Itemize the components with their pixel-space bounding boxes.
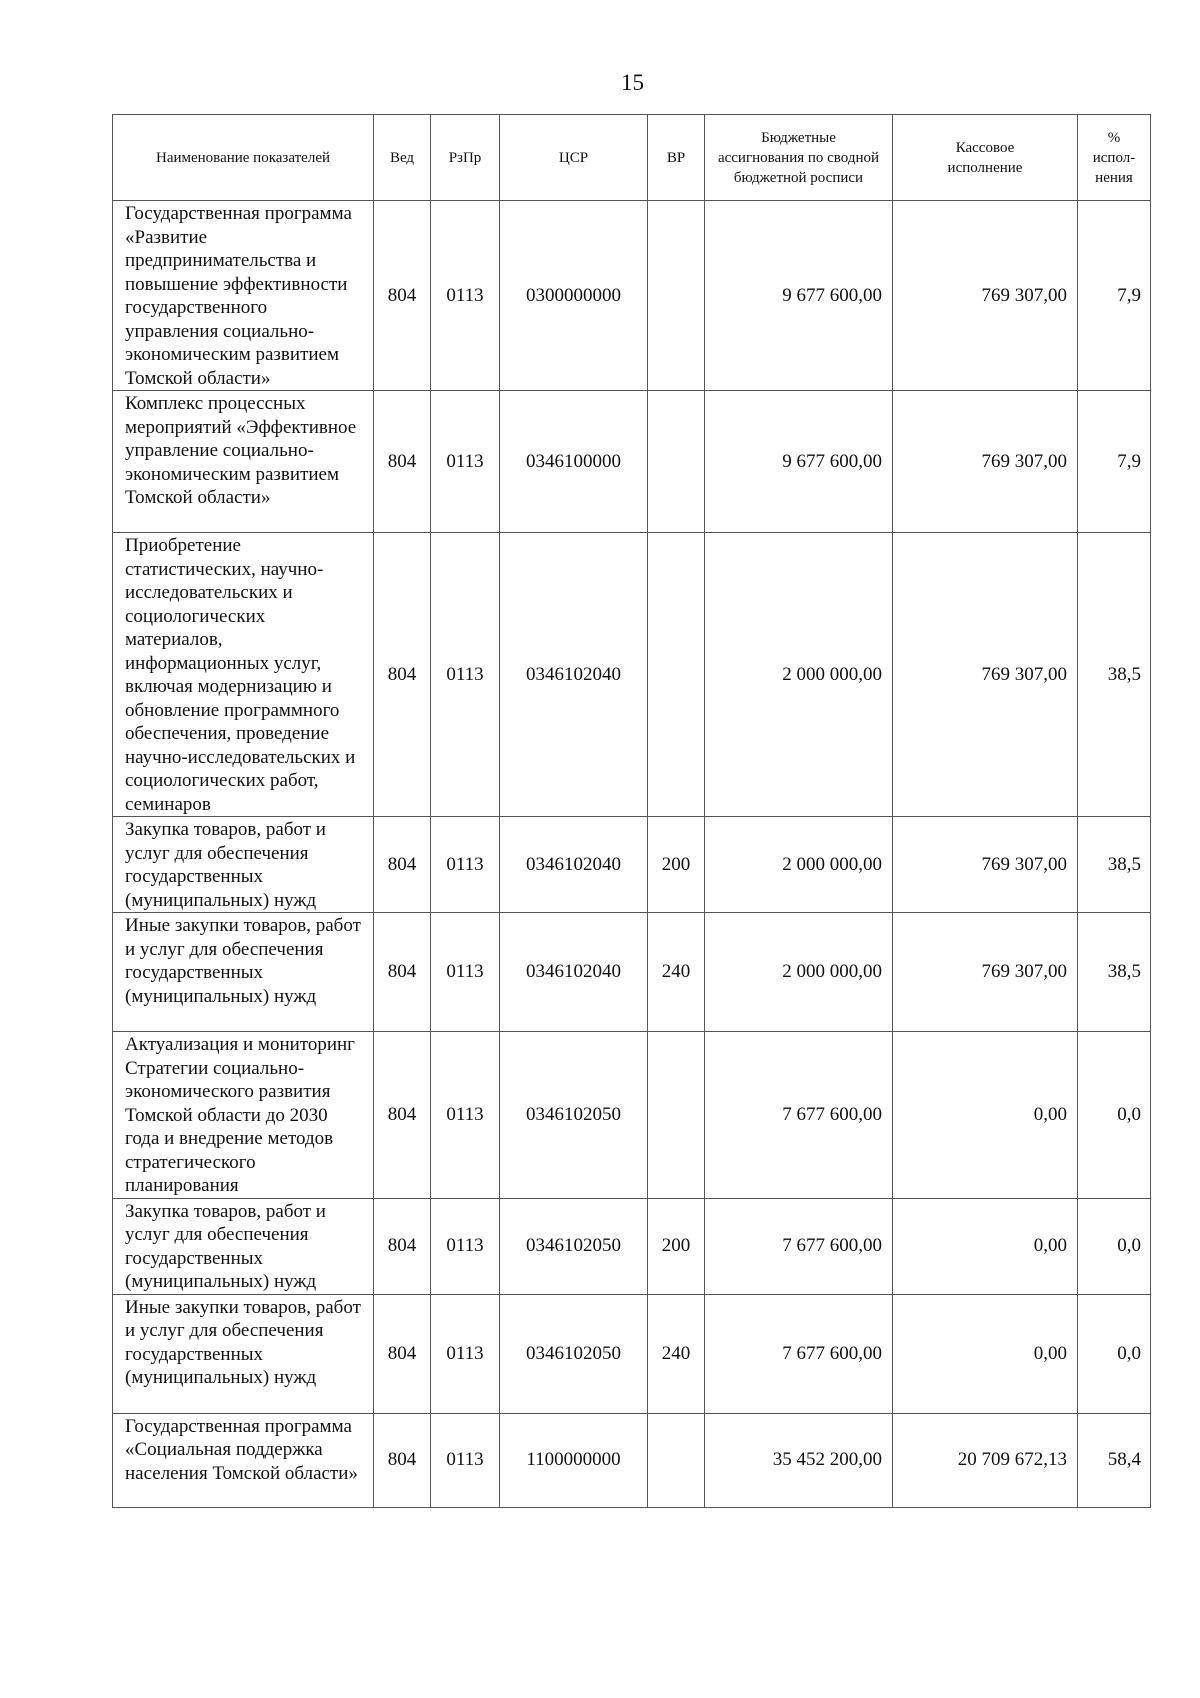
row-csr: 0346102050	[500, 1032, 648, 1199]
row-ved: 804	[374, 1294, 431, 1413]
row-allocations: 7 677 600,00	[705, 1198, 893, 1294]
row-name: Государственная программа «Социальная поддержка населения Томской области»	[113, 1413, 374, 1507]
row-cash-execution: 769 307,00	[893, 817, 1078, 913]
row-cash-execution: 0,00	[893, 1032, 1078, 1199]
row-csr: 0346102040	[500, 913, 648, 1032]
page-number: 15	[621, 70, 644, 95]
row-rzpr: 0113	[431, 1198, 500, 1294]
header-percent: % испол-нения	[1078, 115, 1151, 201]
row-rzpr: 0113	[431, 817, 500, 913]
row-rzpr: 0113	[431, 913, 500, 1032]
table-row	[113, 533, 1151, 817]
header-csr: ЦСР	[500, 115, 648, 201]
row-percent: 7,9	[1078, 391, 1151, 533]
table-row	[113, 201, 1151, 391]
table-header-row	[113, 115, 1151, 201]
row-rzpr: 0113	[431, 1294, 500, 1413]
table-row	[113, 913, 1151, 1032]
row-percent: 0,0	[1078, 1198, 1151, 1294]
row-vr	[648, 533, 705, 817]
row-percent: 7,9	[1078, 201, 1151, 391]
row-percent: 58,4	[1078, 1413, 1151, 1507]
row-name: Государственная программа «Развитие предпринимательства и повышение эффективности государственного управления социально-экономическим развитием Томской области»	[113, 201, 374, 391]
row-rzpr: 0113	[431, 533, 500, 817]
row-cash-execution: 0,00	[893, 1294, 1078, 1413]
table-row	[113, 817, 1151, 913]
row-vr: 200	[648, 1198, 705, 1294]
row-cash-execution: 0,00	[893, 1198, 1078, 1294]
row-ved: 804	[374, 1413, 431, 1507]
row-ved: 804	[374, 1032, 431, 1199]
row-cash-execution: 769 307,00	[893, 201, 1078, 391]
row-allocations: 7 677 600,00	[705, 1032, 893, 1199]
row-csr: 0346102040	[500, 533, 648, 817]
header-cash-execution: Кассовое исполнение	[893, 115, 1078, 201]
row-csr: 0346102040	[500, 817, 648, 913]
row-allocations: 35 452 200,00	[705, 1413, 893, 1507]
row-name: Закупка товаров, работ и услуг для обеспечения государственных (муниципальных) нужд	[113, 817, 374, 913]
row-ved: 804	[374, 391, 431, 533]
header-rzpr: РзПр	[431, 115, 500, 201]
header-vr: ВР	[648, 115, 705, 201]
table-row	[113, 1198, 1151, 1294]
row-vr: 200	[648, 817, 705, 913]
row-name: Иные закупки товаров, работ и услуг для обеспечения государственных (муниципальных) нужд	[113, 913, 374, 1032]
budget-execution-table	[112, 114, 1151, 1508]
row-name: Закупка товаров, работ и услуг для обеспечения государственных (муниципальных) нужд	[113, 1198, 374, 1294]
table-row	[113, 1032, 1151, 1199]
row-csr: 0346102050	[500, 1294, 648, 1413]
row-rzpr: 0113	[431, 1413, 500, 1507]
row-vr: 240	[648, 1294, 705, 1413]
row-rzpr: 0113	[431, 391, 500, 533]
row-ved: 804	[374, 1198, 431, 1294]
row-percent: 38,5	[1078, 533, 1151, 817]
table-row	[113, 391, 1151, 533]
row-allocations: 7 677 600,00	[705, 1294, 893, 1413]
header-name: Наименование показателей	[113, 115, 374, 201]
row-cash-execution: 769 307,00	[893, 913, 1078, 1032]
row-cash-execution: 769 307,00	[893, 391, 1078, 533]
row-csr: 0300000000	[500, 201, 648, 391]
row-percent: 0,0	[1078, 1032, 1151, 1199]
row-vr	[648, 391, 705, 533]
row-rzpr: 0113	[431, 1032, 500, 1199]
row-percent: 38,5	[1078, 817, 1151, 913]
row-ved: 804	[374, 201, 431, 391]
row-vr: 240	[648, 913, 705, 1032]
row-percent: 0,0	[1078, 1294, 1151, 1413]
row-vr	[648, 201, 705, 391]
row-name: Актуализация и мониторинг Стратегии социально-экономического развития Томской области до 2030 года и внедрение методов стратегического планирования	[113, 1032, 374, 1199]
row-ved: 804	[374, 533, 431, 817]
row-percent: 38,5	[1078, 913, 1151, 1032]
row-ved: 804	[374, 817, 431, 913]
row-allocations: 9 677 600,00	[705, 391, 893, 533]
row-name: Приобретение статистических, научно-исследовательских и социологических материалов, информационных услуг, включая модернизацию и обновление программного обеспечения, проведение научно-исследовательских и социологических работ, семинаров	[113, 533, 374, 817]
row-allocations: 9 677 600,00	[705, 201, 893, 391]
row-csr: 0346102050	[500, 1198, 648, 1294]
row-cash-execution: 769 307,00	[893, 533, 1078, 817]
row-ved: 804	[374, 913, 431, 1032]
row-rzpr: 0113	[431, 201, 500, 391]
row-name: Комплекс процессных мероприятий «Эффективное управление социально-экономическим развитием Томской области»	[113, 391, 374, 533]
row-name: Иные закупки товаров, работ и услуг для обеспечения государственных (муниципальных) нужд	[113, 1294, 374, 1413]
header-ved: Вед	[374, 115, 431, 201]
row-csr: 1100000000	[500, 1413, 648, 1507]
row-allocations: 2 000 000,00	[705, 533, 893, 817]
row-vr	[648, 1413, 705, 1507]
header-allocations: Бюджетные ассигнования по сводной бюджетной росписи	[705, 115, 893, 201]
row-allocations: 2 000 000,00	[705, 817, 893, 913]
table-row	[113, 1294, 1151, 1413]
table-row	[113, 1413, 1151, 1507]
row-csr: 0346100000	[500, 391, 648, 533]
row-allocations: 2 000 000,00	[705, 913, 893, 1032]
row-cash-execution: 20 709 672,13	[893, 1413, 1078, 1507]
row-vr	[648, 1032, 705, 1199]
